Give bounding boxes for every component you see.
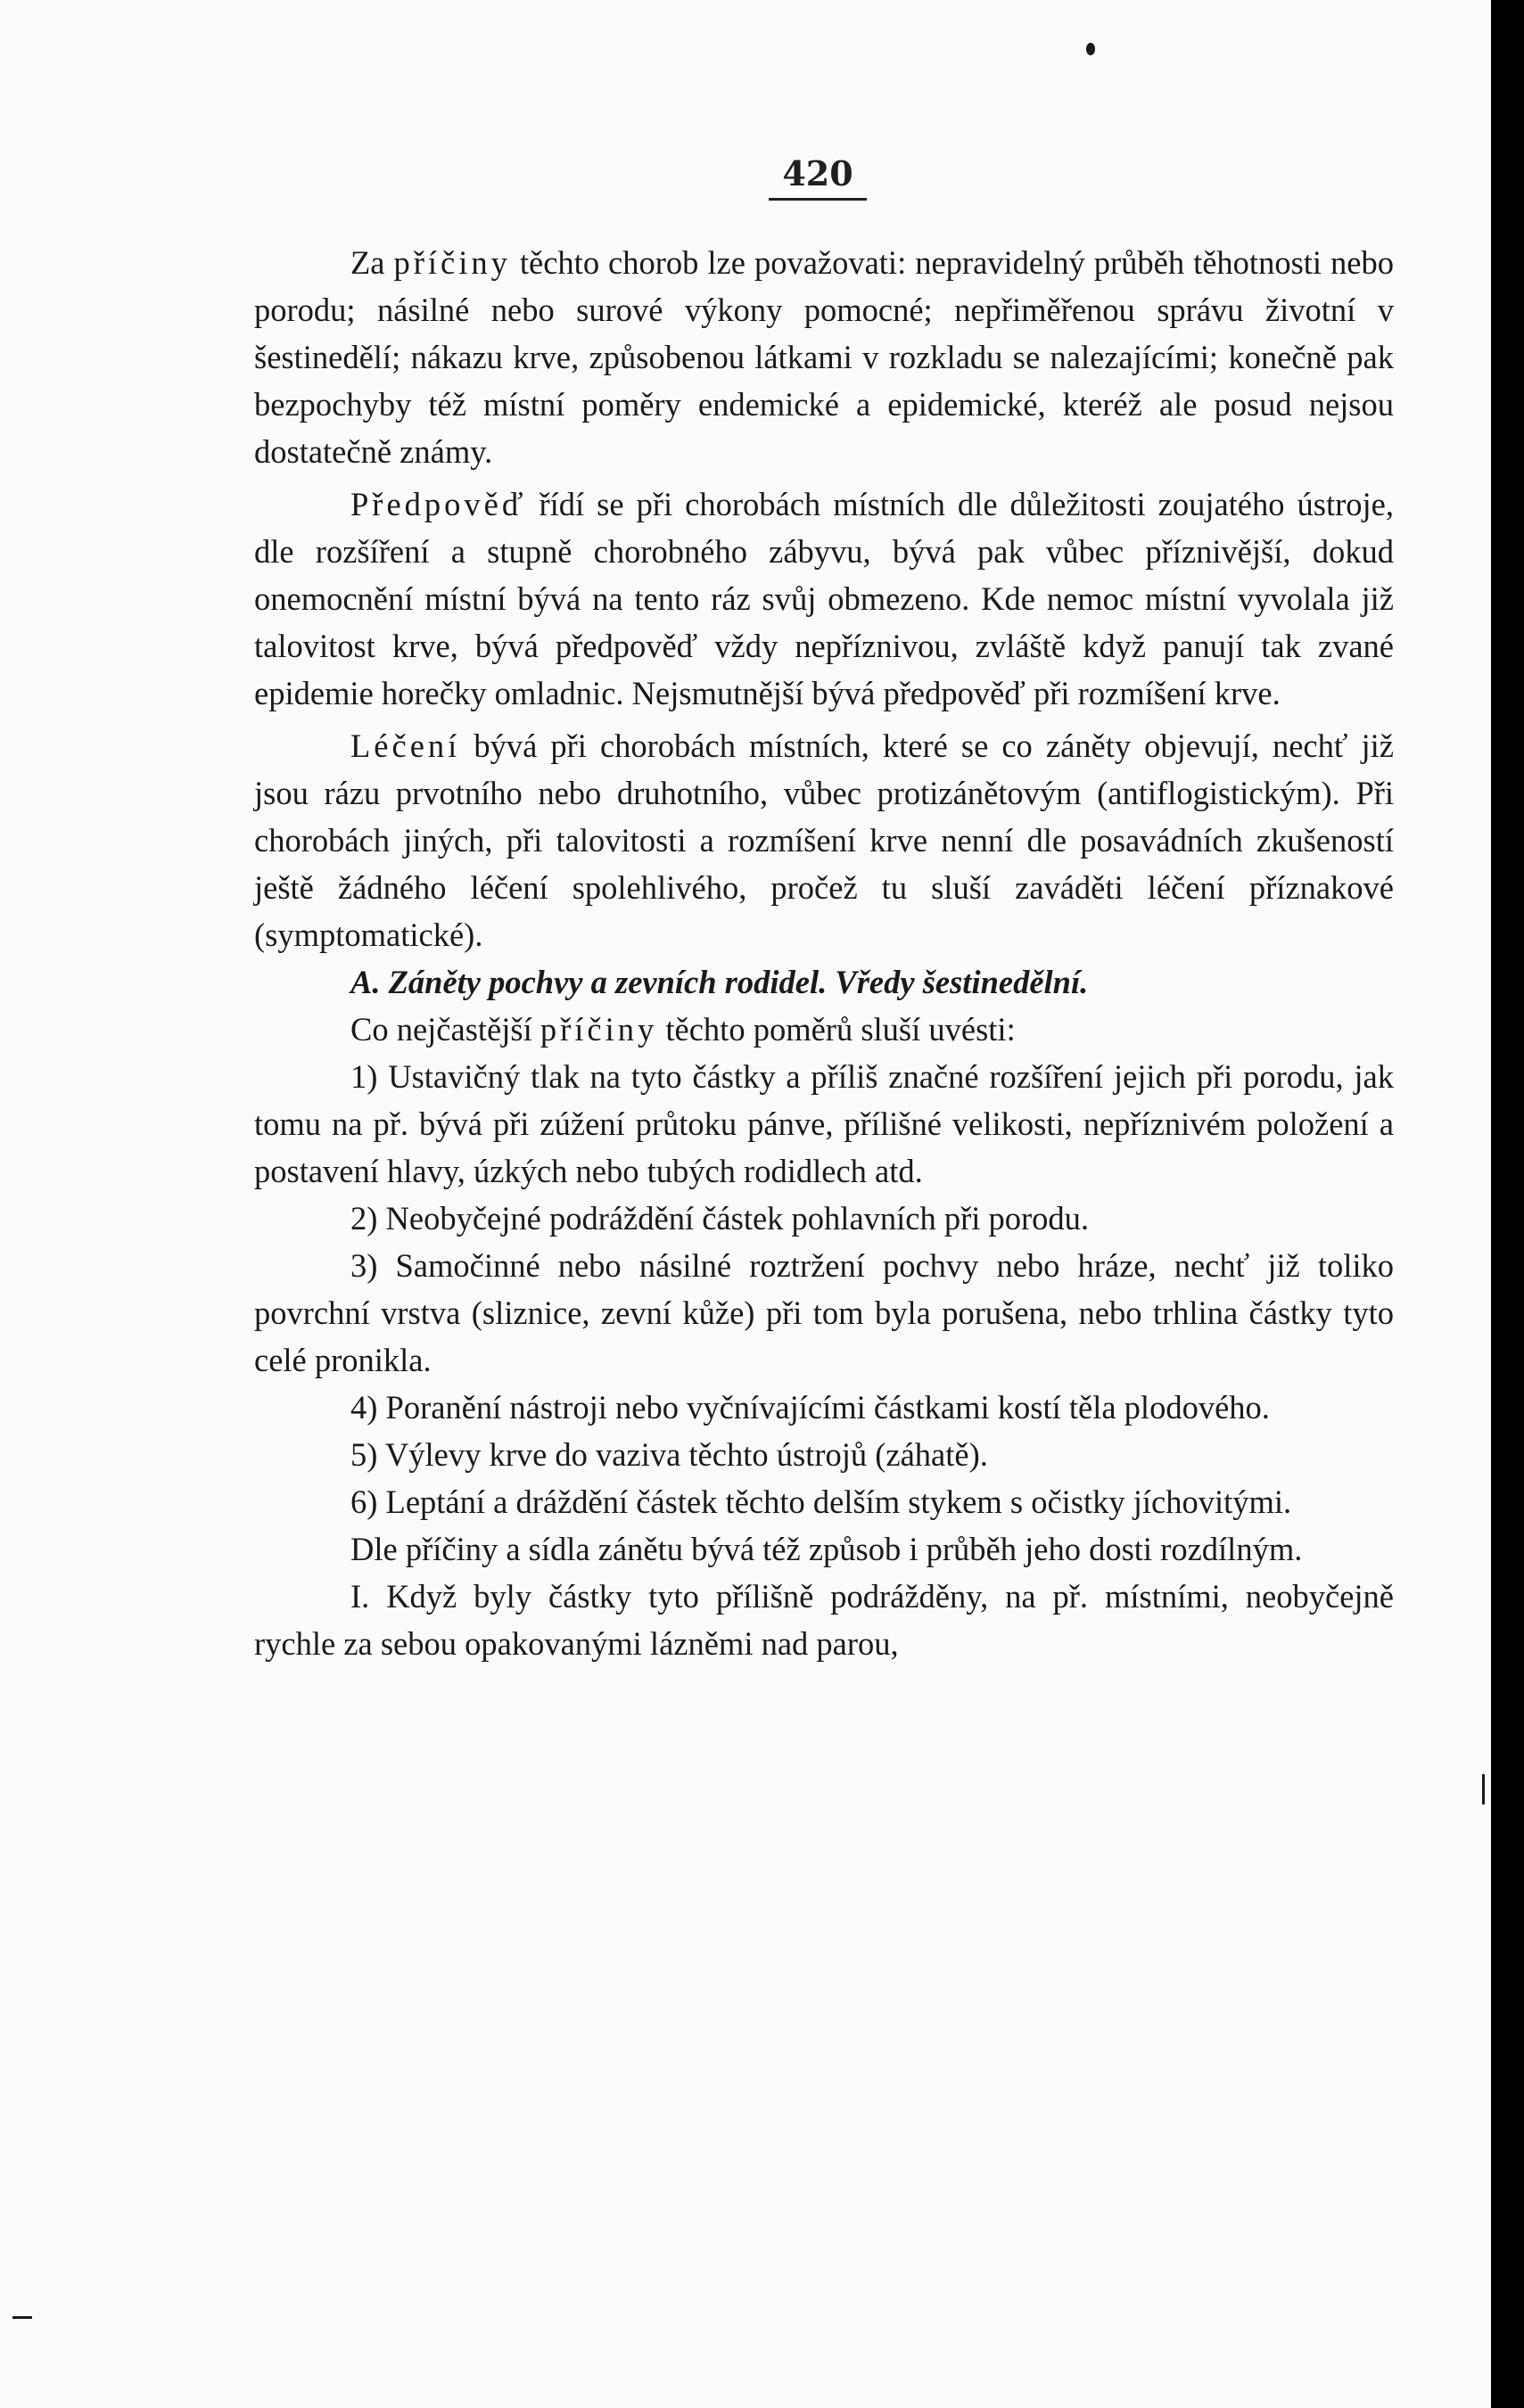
- list-item: 5) Výlevy krve do vaziva těchto ústrojů (záhatě).: [350, 1436, 988, 1473]
- ink-mark-left: [12, 2316, 32, 2319]
- body-text: [254, 239, 1394, 1667]
- paragraph-causes: Za příčiny těchto chorob lze považovati: nepravidelný průběh těhotnosti nebo porodu; násilné nebo surové výkony pomocné; nepřiměřenou správu životní v šestinedělí; nákazu krve, způsobenou látkami v rozkladu se nalezajícími; konečně pak bezpochyby též místní poměry endemické a epidemické, kteréž ale posud nejsou dostatečně známy.: [254, 244, 1395, 470]
- list-item: 2) Neobyčejné podráždění částek pohlavních při porodu.: [350, 1200, 1090, 1237]
- paragraph-prognosis: Předpověď řídí se při chorobách místních dle důležitosti zoujatého ústroje, dle rozšíření a stupně chorobného zábyvu, bývá pak vůbec příznivější, dokud onemocnění místní bývá na tento ráz svůj obmezeno. Kde nemoc místní vyvolala již talovitost krve, bývá předpověď vždy nepříznivou, zvláště když panují tak zvané epidemie horečky omladnic. Nejsmutnější bývá předpověď při rozmíšení krve.: [254, 486, 1394, 711]
- paragraph-case-one: I. Když byly částky tyto přílišně podrážděny, na př. místními, neobyčejně rychle za sebou opakovanými lázněmi nad parou,: [254, 1578, 1394, 1662]
- paragraph-course: Dle příčiny a sídla zánětu bývá též způsob i průběh jeho dosti rozdílným.: [350, 1531, 1303, 1567]
- ink-mark-right: [1482, 1774, 1485, 1804]
- list-item: 4) Poranění nástroji nebo vyčnívajícími částkami kostí těla plodového.: [350, 1389, 1270, 1426]
- paragraph-treatment: Léčení bývá při chorobách místních, které se co záněty objevují, nechť již jsou rázu prvotního nebo druhotního, vůbec protizánětovým (antiflogistickým). Při chorobách jiných, při talovitosti a rozmíšení krve nenní dle posavádních zkušeností ještě žádného léčení spolehlivého, pročež tu sluší zaváděti léčení příznakové (symptomatické).: [254, 727, 1394, 953]
- list-item: 3) Samočinné nebo násilné roztržení pochvy nebo hráze, nechť již toliko povrchní vrstva (sliznice, zevní kůže) při tom byla porušena, nebo trhlina částky tyto celé pronikla.: [254, 1247, 1394, 1378]
- list-item: 1) Ustavičný tlak na tyto částky a příliš značné rozšíření jejich při porodu, jak tomu na př. bývá při zúžení průtoku pánve, přílišné velikosti, nepříznivém položení a postavení hlavy, úzkých nebo tubých rodidlech atd.: [254, 1058, 1394, 1189]
- section-heading: A. Záněty pochvy a zevních rodidel. Vředy šestinedělní.: [350, 964, 1089, 1000]
- list-item: 6) Leptání a dráždění částek těchto delším stykem s očistky jíchovitými.: [350, 1483, 1292, 1520]
- ink-speck-top: [1086, 43, 1095, 55]
- paragraph-main-causes: Co nejčastější příčiny těchto poměrů sluší uvésti:: [350, 1011, 1016, 1048]
- page-number: 420: [769, 153, 867, 201]
